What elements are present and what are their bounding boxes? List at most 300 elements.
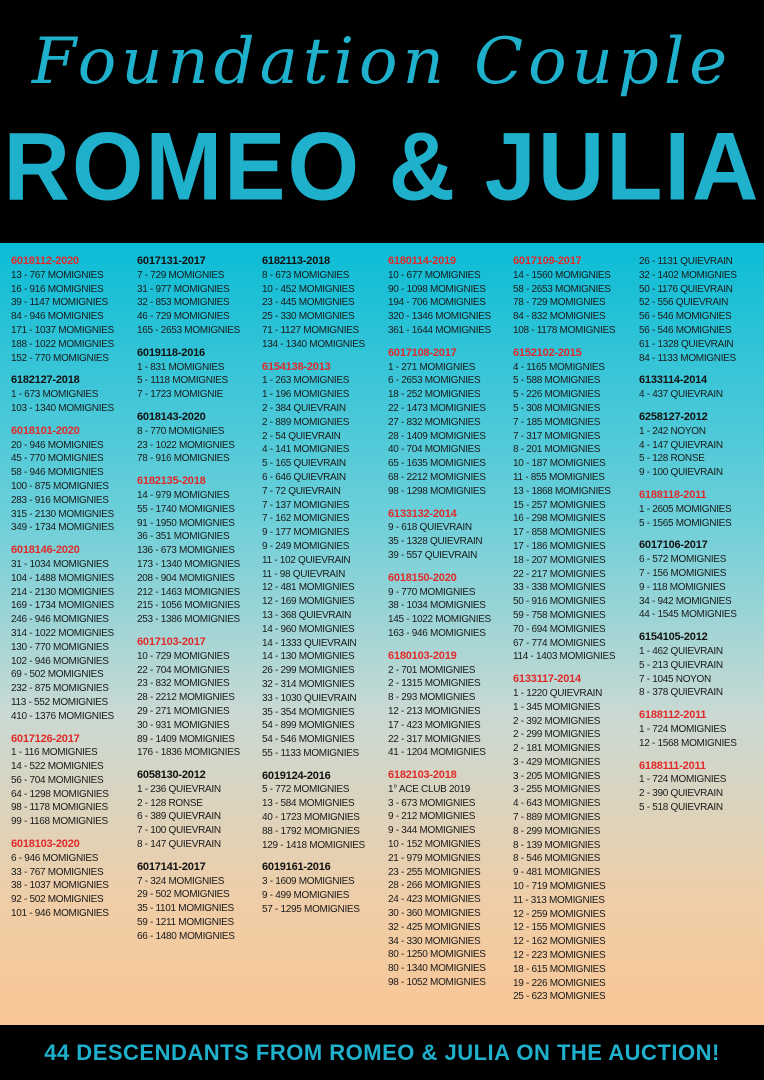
result-line: 32 - 425 MOMIGNIES [388, 921, 481, 933]
result-line: 28 - 1409 MOMIGNIES [388, 430, 486, 442]
result-line: 99 - 1168 MOMIGNIES [11, 816, 108, 828]
result-line: 1 - 116 MOMIGNIES [11, 747, 98, 759]
result-line: 169 - 1734 MOMIGNIES [11, 600, 114, 612]
result-line: 215 - 1056 MOMIGNIES [137, 600, 240, 612]
result-line: 50 - 1176 QUIEVRAIN [639, 283, 733, 295]
result-line: 10 - 719 MOMIGNIES [513, 881, 606, 893]
result-line: 25 - 330 MOMIGNIES [262, 311, 355, 323]
ring-group [639, 411, 763, 480]
result-line: 38 - 1037 MOMIGNIES [11, 880, 109, 892]
result-line: 103 - 1340 MOMIGNIES [11, 402, 114, 414]
result-line: 6 - 646 QUIEVRAIN [262, 471, 346, 483]
result-line: 67 - 774 MOMIGNIES [513, 637, 606, 649]
ring-number: 6180114-2019 [388, 255, 456, 267]
result-line: 56 - 546 MOMIGNIES [639, 311, 732, 323]
result-line: 35 - 1328 QUIEVRAIN [388, 536, 483, 548]
result-line: 2 - 390 QUIEVRAIN [639, 788, 723, 800]
result-line: 4 - 643 MOMIGNIES [513, 798, 601, 810]
column-6 [639, 255, 763, 824]
result-line: 108 - 1178 MOMIGNIES [513, 324, 616, 336]
result-line: 129 - 1418 MOMIGNIES [262, 839, 365, 851]
result-line: 64 - 1298 MOMIGNIES [11, 788, 109, 800]
result-line: 5 - 128 RONSE [639, 453, 705, 465]
result-line: 84 - 832 MOMIGNIES [513, 311, 606, 323]
result-line: 2 - 181 MOMIGNIES [513, 743, 601, 755]
result-line: 19 - 226 MOMIGNIES [513, 977, 606, 989]
ring-group [262, 770, 386, 853]
ring-number: 6188112-2011 [639, 709, 707, 722]
ring-number: 6154105-2012 [639, 631, 708, 644]
result-line: 22 - 217 MOMIGNIES [513, 568, 606, 580]
script-title: Foundation Couple [31, 25, 733, 99]
result-line: 98 - 1298 MOMIGNIES [388, 485, 486, 497]
result-line: 165 - 2653 MOMIGNIES [137, 324, 240, 336]
result-line: 58 - 2653 MOMIGNIES [513, 283, 611, 295]
result-line: 8 - 293 MOMIGNIES [388, 692, 476, 704]
result-line: 5 - 1118 MOMIGNIES [137, 375, 228, 387]
result-line: 130 - 770 MOMIGNIES [11, 641, 109, 653]
result-line: 14 - 1333 QUIEVRAIN [262, 637, 357, 649]
result-line: 2 - 54 QUIEVRAIN [262, 430, 341, 442]
result-line: 315 - 2130 MOMIGNIES [11, 508, 114, 520]
result-line: 31 - 977 MOMIGNIES [137, 283, 230, 295]
result-line: 39 - 1147 MOMIGNIES [11, 297, 108, 309]
result-line: 7 - 100 QUIEVRAIN [137, 825, 221, 837]
result-line: 3 - 255 MOMIGNIES [513, 784, 601, 796]
result-line: 8 - 673 MOMIGNIES [262, 269, 350, 281]
result-line: 46 - 729 MOMIGNIES [137, 311, 230, 323]
result-line: 1 - 724 MOMIGNIES [639, 774, 727, 786]
result-line: 5 - 213 QUIEVRAIN [639, 659, 723, 671]
result-line: 34 - 330 MOMIGNIES [388, 935, 481, 947]
result-line: 1 - 2605 MOMIGNIES [639, 503, 732, 515]
header [0, 0, 764, 243]
result-line: 5 - 1565 MOMIGNIES [639, 517, 732, 529]
ring-number: 6018150-2020 [388, 571, 457, 584]
result-line: 8 - 299 MOMIGNIES [513, 825, 601, 837]
result-line: 6 - 946 MOMIGNIES [11, 852, 99, 864]
result-line: 35 - 354 MOMIGNIES [262, 706, 355, 718]
result-line: 88 - 1792 MOMIGNIES [262, 825, 360, 837]
result-line: 50 - 916 MOMIGNIES [513, 596, 606, 608]
result-line: 58 - 946 MOMIGNIES [11, 467, 104, 479]
result-line: 57 - 1295 MOMIGNIES [262, 903, 360, 915]
result-line: 2 - 701 MOMIGNIES [388, 664, 476, 676]
result-line: 98 - 1178 MOMIGNIES [11, 802, 108, 814]
ring-number: 6018146-2020 [11, 544, 80, 557]
result-line: 176 - 1836 MOMIGNIES [137, 747, 240, 759]
result-line: 45 - 770 MOMIGNIES [11, 453, 104, 465]
ring-group [137, 861, 261, 944]
result-line: 101 - 946 MOMIGNIES [11, 908, 109, 920]
result-line: 41 - 1204 MOMIGNIES [388, 747, 486, 759]
result-line: 4 - 1165 MOMIGNIES [513, 361, 605, 373]
result-line: 84 - 946 MOMIGNIES [11, 311, 104, 323]
result-line: 21 - 979 MOMIGNIES [388, 852, 481, 864]
ring-number: 6017106-2017 [639, 539, 708, 552]
result-line: 23 - 1022 MOMIGNIES [137, 439, 235, 451]
ring-number: 6019161-2016 [262, 861, 331, 874]
ring-group [11, 544, 135, 723]
result-line: 6 - 389 QUIEVRAIN [137, 811, 221, 823]
ring-group [639, 374, 763, 402]
result-line: 145 - 1022 MOMIGNIES [388, 614, 491, 626]
result-line: 31 - 1034 MOMIGNIES [11, 558, 109, 570]
result-line: 71 - 1127 MOMIGNIES [262, 324, 359, 336]
ring-group [513, 255, 637, 338]
result-line: 5 - 518 QUIEVRAIN [639, 801, 723, 813]
ring-group [639, 760, 763, 815]
ring-number: 6058130-2012 [137, 769, 206, 782]
result-line: 26 - 1131 QUIEVRAIN [639, 256, 733, 267]
result-line: 1 - 196 MOMIGNIES [262, 389, 350, 401]
column-3 [262, 255, 386, 926]
result-line: 173 - 1340 MOMIGNIES [137, 558, 240, 570]
result-line: 113 - 552 MOMIGNIES [11, 696, 108, 708]
ring-number: 6018103-2020 [11, 838, 80, 851]
column-1 [11, 255, 135, 930]
result-line: 7 - 137 MOMIGNIES [262, 499, 350, 511]
result-line: 2 - 299 MOMIGNIES [513, 729, 601, 741]
ring-number: 6188118-2011 [639, 488, 707, 501]
result-line: 13 - 584 MOMIGNIES [262, 798, 355, 810]
result-line: 89 - 1409 MOMIGNIES [137, 733, 235, 745]
ring-number: 6017141-2017 [137, 860, 206, 873]
ring-number: 6018101-2020 [11, 424, 80, 437]
ring-number: 6019118-2016 [137, 346, 205, 359]
ring-number: 6188111-2011 [639, 759, 706, 772]
result-line: 4 - 437 QUIEVRAIN [639, 389, 723, 401]
result-line: 90 - 1098 MOMIGNIES [388, 283, 486, 295]
result-line: 52 - 556 QUIEVRAIN [639, 297, 729, 309]
result-line: 4 - 141 MOMIGNIES [262, 444, 350, 456]
ring-number: 6017126-2017 [11, 732, 80, 745]
result-line: 2 - 889 MOMIGNIES [262, 416, 350, 428]
result-line: 14 - 979 MOMIGNIES [137, 489, 230, 501]
ring-group [639, 631, 763, 700]
result-line: 22 - 704 MOMIGNIES [137, 664, 230, 676]
result-line: 11 - 313 MOMIGNIES [513, 894, 605, 906]
result-line: 9 - 118 MOMIGNIES [639, 581, 726, 593]
result-line: 2 - 1315 MOMIGNIES [388, 678, 481, 690]
result-line: 33 - 1030 QUIEVRAIN [262, 692, 357, 704]
result-line: 9 - 344 MOMIGNIES [388, 825, 476, 837]
result-line: 18 - 615 MOMIGNIES [513, 963, 606, 975]
ring-group [137, 769, 261, 852]
result-line: 208 - 904 MOMIGNIES [137, 572, 235, 584]
ring-number: 6133117-2014 [513, 673, 581, 686]
ring-number: 6180103-2019 [388, 649, 457, 662]
result-line: 7 - 185 MOMIGNIES [513, 416, 601, 428]
result-line: 27 - 832 MOMIGNIES [388, 416, 481, 428]
result-line: 80 - 1340 MOMIGNIES [388, 963, 486, 975]
result-line: 100 - 875 MOMIGNIES [11, 480, 109, 492]
ring-group [388, 572, 512, 641]
result-line: 361 - 1644 MOMIGNIES [388, 324, 491, 336]
result-line: 23 - 832 MOMIGNIES [137, 678, 230, 690]
result-line: 32 - 1402 MOMIGNIES [639, 269, 737, 281]
result-line: 55 - 1133 MOMIGNIES [262, 747, 359, 759]
result-line: 44 - 1545 MOMIGNIES [639, 609, 737, 621]
ring-number: 6018143-2020 [137, 410, 206, 423]
result-line: 10 - 152 MOMIGNIES [388, 839, 481, 851]
result-line: 23 - 255 MOMIGNIES [388, 866, 481, 878]
result-line: 33 - 767 MOMIGNIES [11, 866, 104, 878]
ring-group [137, 255, 261, 338]
ring-group [262, 255, 386, 352]
result-line: 2 - 384 QUIEVRAIN [262, 402, 346, 414]
result-line: 36 - 351 MOMIGNIES [137, 531, 230, 543]
ring-group [137, 411, 261, 466]
result-line: 56 - 704 MOMIGNIES [11, 774, 104, 786]
result-line: 35 - 1101 MOMIGNIES [137, 903, 234, 915]
result-line: 28 - 2212 MOMIGNIES [137, 692, 235, 704]
result-line: 102 - 946 MOMIGNIES [11, 655, 109, 667]
result-line: 1 - 236 QUIEVRAIN [137, 783, 221, 795]
ring-group [11, 255, 135, 365]
result-line: 29 - 502 MOMIGNIES [137, 889, 230, 901]
result-line: 6 - 2653 MOMIGNIES [388, 375, 481, 387]
result-line: 17 - 423 MOMIGNIES [388, 719, 481, 731]
result-line: 5 - 226 MOMIGNIES [513, 389, 601, 401]
result-line: 14 - 130 MOMIGNIES [262, 651, 355, 663]
result-line: 12 - 1568 MOMIGNIES [639, 737, 737, 749]
result-line: 9 - 177 MOMIGNIES [262, 527, 350, 539]
result-line: 34 - 942 MOMIGNIES [639, 595, 732, 607]
result-line: 12 - 155 MOMIGNIES [513, 922, 606, 934]
result-line: 91 - 1950 MOMIGNIES [137, 517, 235, 529]
result-line: 30 - 931 MOMIGNIES [137, 719, 230, 731]
result-line: 11 - 98 QUIEVRAIN [262, 568, 346, 580]
result-line: 212 - 1463 MOMIGNIES [137, 586, 240, 598]
result-line: 9 - 770 MOMIGNIES [388, 586, 476, 598]
footer [0, 1025, 764, 1080]
ring-group [262, 861, 386, 916]
result-line: 56 - 546 MOMIGNIES [639, 324, 732, 336]
result-line: 214 - 2130 MOMIGNIES [11, 586, 114, 598]
result-line: 38 - 1034 MOMIGNIES [388, 600, 486, 612]
result-line: 320 - 1346 MOMIGNIES [388, 311, 491, 323]
result-line: 55 - 1740 MOMIGNIES [137, 503, 235, 515]
result-line: 40 - 704 MOMIGNIES [388, 444, 481, 456]
result-line: 61 - 1328 QUIEVRAIN [639, 338, 734, 350]
result-line: 12 - 213 MOMIGNIES [388, 705, 481, 717]
result-line: 17 - 858 MOMIGNIES [513, 527, 606, 539]
ring-group [11, 425, 135, 535]
result-line: 5 - 588 MOMIGNIES [513, 375, 601, 387]
result-line: 54 - 546 MOMIGNIES [262, 734, 355, 746]
column-2 [137, 255, 261, 953]
result-line: 13 - 1868 MOMIGNIES [513, 485, 611, 497]
ring-number: 6182103-2018 [388, 769, 457, 782]
result-line: 188 - 1022 MOMIGNIES [11, 338, 114, 350]
ring-group [388, 508, 512, 563]
ring-group [639, 489, 763, 530]
result-line: 3 - 429 MOMIGNIES [513, 756, 601, 768]
result-line: 59 - 758 MOMIGNIES [513, 609, 606, 621]
result-line: 70 - 694 MOMIGNIES [513, 623, 606, 635]
result-line: 171 - 1037 MOMIGNIES [11, 324, 114, 336]
result-line: 29 - 271 MOMIGNIES [137, 705, 230, 717]
result-line: 5 - 308 MOMIGNIES [513, 402, 601, 414]
result-line: 152 - 770 MOMIGNIES [11, 352, 109, 364]
column-5 [513, 255, 637, 1013]
result-line: 5 - 165 QUIEVRAIN [262, 458, 346, 470]
ring-group [11, 733, 135, 830]
result-line: 1 - 462 QUIEVRAIN [639, 645, 723, 657]
result-line: 104 - 1488 MOMIGNIES [11, 572, 114, 584]
result-line: 9 - 499 MOMIGNIES [262, 890, 350, 902]
result-line: 283 - 916 MOMIGNIES [11, 494, 109, 506]
result-line: 10 - 452 MOMIGNIES [262, 283, 355, 295]
result-line: 65 - 1635 MOMIGNIES [388, 458, 486, 470]
column-4 [388, 255, 512, 999]
ring-group [513, 673, 637, 1004]
result-line: 33 - 338 MOMIGNIES [513, 582, 606, 594]
result-line: 66 - 1480 MOMIGNIES [137, 930, 235, 942]
ring-group [639, 539, 763, 622]
result-line: 3 - 673 MOMIGNIES [388, 797, 476, 809]
result-line: 349 - 1734 MOMIGNIES [11, 522, 114, 534]
ring-number: 6182127-2018 [11, 374, 80, 387]
result-line: 7 - 156 MOMIGNIES [639, 567, 727, 579]
result-line: 2 - 392 MOMIGNIES [513, 715, 601, 727]
result-line: 194 - 706 MOMIGNIES [388, 297, 486, 309]
result-line: 12 - 481 MOMIGNIES [262, 582, 355, 594]
result-line: 78 - 729 MOMIGNIES [513, 297, 606, 309]
result-line: 6 - 572 MOMIGNIES [639, 554, 727, 566]
result-line: 3 - 205 MOMIGNIES [513, 770, 601, 782]
result-line: 8 - 546 MOMIGNIES [513, 853, 601, 865]
result-line: 68 - 2212 MOMIGNIES [388, 471, 486, 483]
ring-number: 6152102-2015 [513, 346, 582, 359]
result-line: 1 - 724 MOMIGNIES [639, 723, 727, 735]
result-line: 8 - 201 MOMIGNIES [513, 444, 601, 456]
result-line: 8 - 147 QUIEVRAIN [137, 839, 221, 851]
result-line: 54 - 899 MOMIGNIES [262, 720, 355, 732]
result-line: 7 - 1045 NOYON [639, 673, 711, 685]
result-line: 2 - 128 RONSE [137, 797, 203, 809]
result-line: 32 - 314 MOMIGNIES [262, 678, 355, 690]
result-line: 14 - 960 MOMIGNIES [262, 623, 355, 635]
result-line: 13 - 767 MOMIGNIES [11, 269, 104, 281]
result-line: 9 - 249 MOMIGNIES [262, 540, 350, 552]
result-line: 7 - 162 MOMIGNIES [262, 513, 350, 525]
result-line: 4 - 147 QUIEVRAIN [639, 439, 723, 451]
result-line: 3 - 1609 MOMIGNIES [262, 876, 355, 888]
result-line: 246 - 946 MOMIGNIES [11, 614, 109, 626]
result-line: 15 - 257 MOMIGNIES [513, 499, 606, 511]
result-line: 136 - 673 MOMIGNIES [137, 545, 235, 557]
footer-text: 44 DESCENDANTS FROM ROMEO & JULIA ON THE AUCTION! [44, 1040, 720, 1065]
ring-number: 6019124-2016 [262, 769, 331, 782]
descendants-list [0, 243, 764, 1025]
result-line: 59 - 1211 MOMIGNIES [137, 917, 234, 929]
ring-number: 6017108-2017 [388, 346, 457, 359]
ring-group [137, 636, 261, 760]
ring-number: 6154138-2013 [262, 360, 331, 373]
ring-number: 6182135-2018 [137, 475, 206, 488]
ring-group [513, 347, 637, 664]
result-line: 1 - 263 MOMIGNIES [262, 375, 350, 387]
result-line: 98 - 1052 MOMIGNIES [388, 977, 486, 989]
result-line: 314 - 1022 MOMIGNIES [11, 627, 114, 639]
result-line: 22 - 1473 MOMIGNIES [388, 402, 486, 414]
result-line: 8 - 770 MOMIGNIES [137, 425, 225, 437]
result-line: 92 - 502 MOMIGNIES [11, 894, 104, 906]
ring-group [11, 374, 135, 415]
ring-number: 6133132-2014 [388, 507, 457, 520]
result-line: 7 - 889 MOMIGNIES [513, 812, 601, 824]
ring-number: 6133114-2014 [639, 374, 707, 387]
result-line: 7 - 72 QUIEVRAIN [262, 485, 341, 497]
result-line: 25 - 623 MOMIGNIES [513, 991, 606, 1003]
result-line: 32 - 853 MOMIGNIES [137, 297, 230, 309]
result-line: 114 - 1403 MOMIGNIES [513, 651, 616, 663]
result-line: 1 - 345 MOMIGNIES [513, 701, 601, 713]
result-line: 23 - 445 MOMIGNIES [262, 297, 355, 309]
ring-number: 6182113-2018 [262, 255, 330, 267]
result-line: 22 - 317 MOMIGNIES [388, 733, 481, 745]
ring-group [388, 255, 512, 338]
ring-group [11, 838, 135, 921]
result-line: 1 - 242 NOYON [639, 425, 706, 437]
result-line: 9 - 100 QUIEVRAIN [639, 467, 723, 479]
result-line: 24 - 423 MOMIGNIES [388, 894, 481, 906]
result-line: 1 - 831 MOMIGNIES [137, 361, 225, 373]
result-line: 18 - 252 MOMIGNIES [388, 389, 481, 401]
result-line: 1 - 271 MOMIGNIES [388, 361, 476, 373]
result-line: 14 - 522 MOMIGNIES [11, 761, 104, 773]
result-line: 253 - 1386 MOMIGNIES [137, 614, 240, 626]
result-line: 410 - 1376 MOMIGNIES [11, 710, 114, 722]
result-line: 134 - 1340 MOMIGNIES [262, 338, 365, 350]
result-line: 12 - 169 MOMIGNIES [262, 596, 355, 608]
result-line: 69 - 502 MOMIGNIES [11, 669, 104, 681]
result-line: 84 - 1133 MOMIGNIES [639, 352, 736, 364]
result-line: 30 - 360 MOMIGNIES [388, 908, 481, 920]
ring-group [388, 347, 512, 499]
result-line: 10 - 187 MOMIGNIES [513, 458, 606, 470]
result-line: 12 - 259 MOMIGNIES [513, 908, 606, 920]
ring-group [639, 709, 763, 750]
result-line: 1 - 1220 QUIEVRAIN [513, 687, 603, 699]
result-line: 8 - 378 QUIEVRAIN [639, 687, 723, 699]
result-line: 8 - 139 MOMIGNIES [513, 839, 601, 851]
ring-number: 6258127-2012 [639, 410, 708, 423]
result-line: 39 - 557 QUIEVRAIN [388, 549, 478, 561]
result-line: 163 - 946 MOMIGNIES [388, 627, 486, 639]
result-line: 7 - 729 MOMIGNIES [137, 269, 225, 281]
result-line: 18 - 207 MOMIGNIES [513, 554, 606, 566]
ring-number: 6017131-2017 [137, 255, 206, 267]
result-line: 9 - 481 MOMIGNIES [513, 867, 601, 879]
main-title: ROMEO & JULIA [3, 113, 761, 221]
result-line: 11 - 855 MOMIGNIES [513, 471, 605, 483]
result-line: 26 - 299 MOMIGNIES [262, 665, 355, 677]
result-line: 28 - 266 MOMIGNIES [388, 880, 481, 892]
result-line: 12 - 162 MOMIGNIES [513, 936, 606, 948]
ring-group [137, 347, 261, 402]
result-line: 14 - 1560 MOMIGNIES [513, 269, 611, 281]
result-line: 12 - 223 MOMIGNIES [513, 950, 606, 962]
result-line: 10 - 729 MOMIGNIES [137, 650, 230, 662]
result-line: 40 - 1723 MOMIGNIES [262, 812, 360, 824]
result-line: 232 - 875 MOMIGNIES [11, 683, 109, 695]
result-line: 5 - 772 MOMIGNIES [262, 784, 350, 796]
ring-group [262, 361, 386, 761]
result-line: 16 - 916 MOMIGNIES [11, 283, 104, 295]
